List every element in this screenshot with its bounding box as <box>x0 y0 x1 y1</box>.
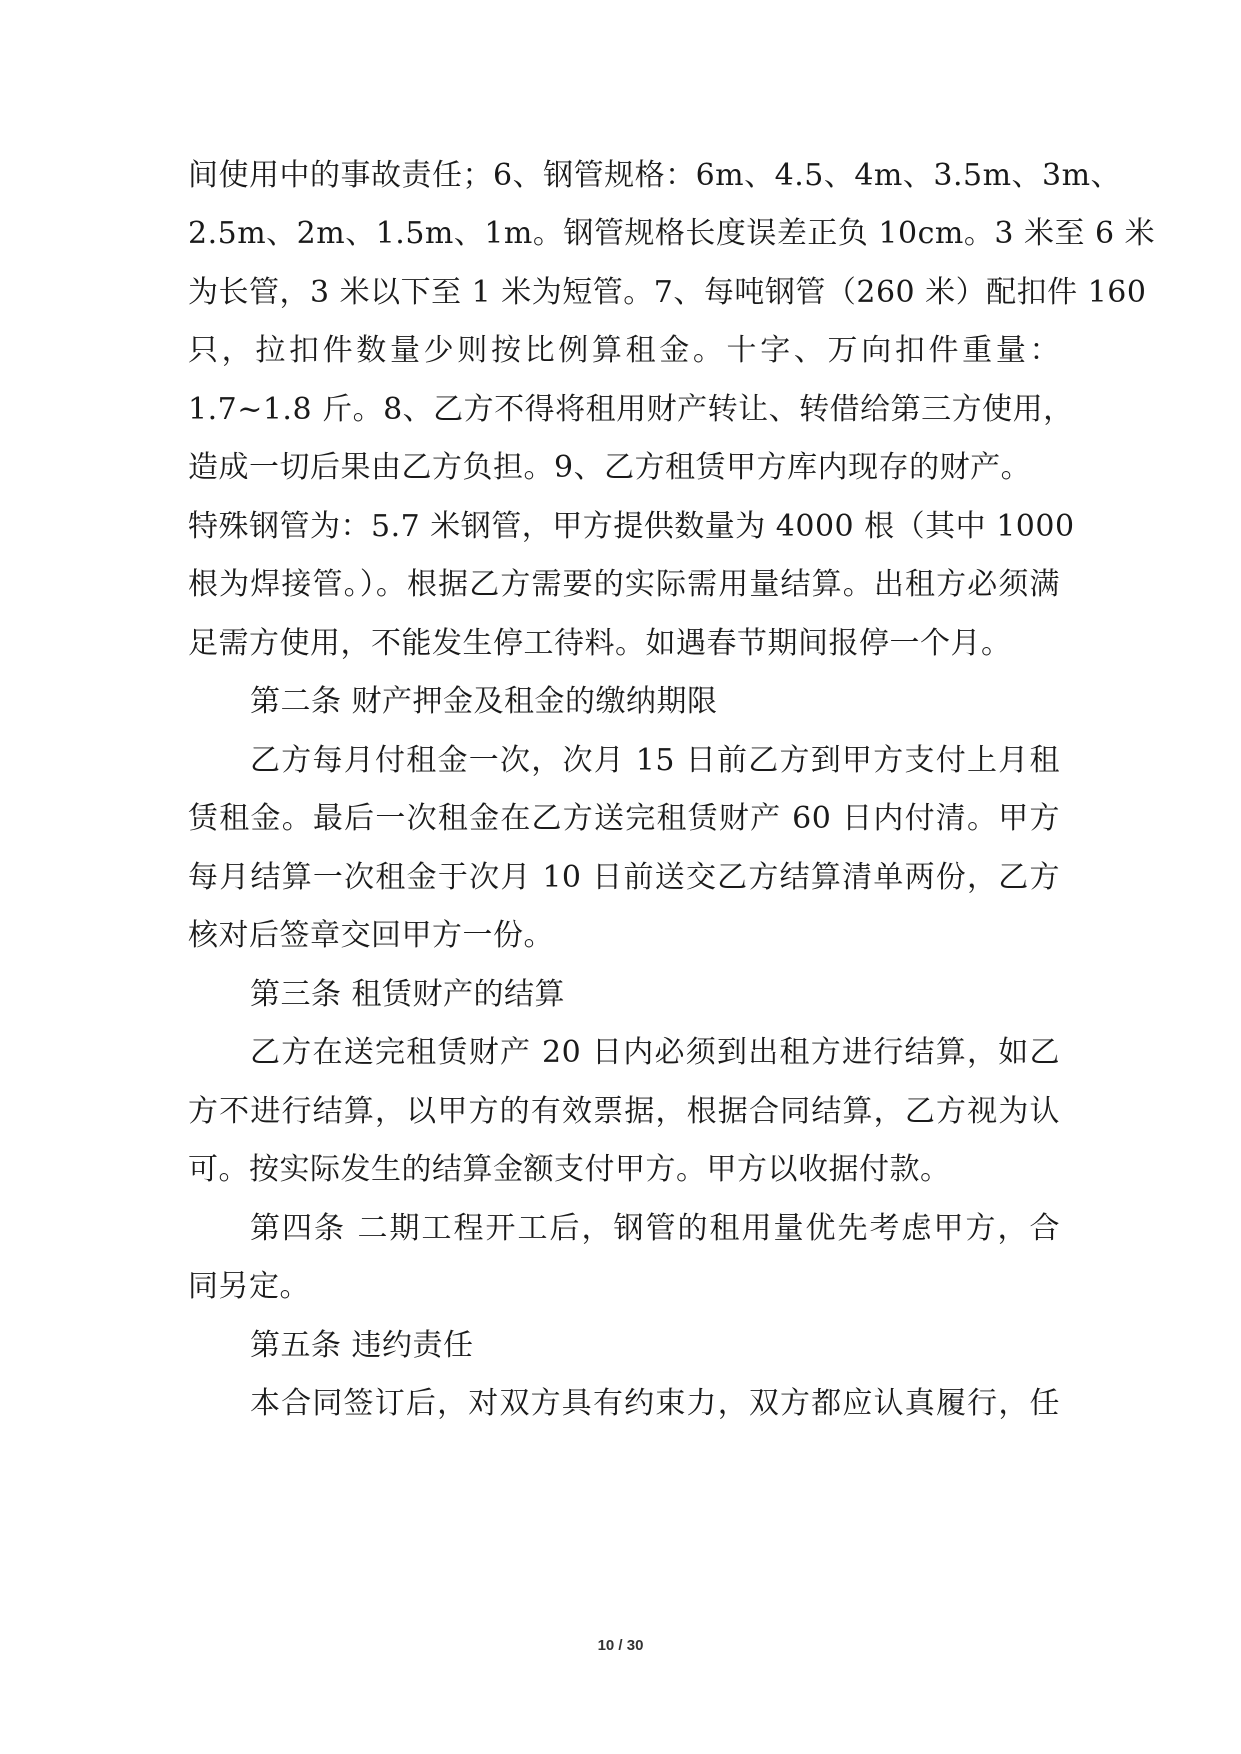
section-heading: 第四条 二期工程开工后，钢管的租用量优先考虑甲方，合 <box>250 1211 1060 1246</box>
text-line: 赁租金。最后一次租金在乙方送完租赁财产 60 日内付清。甲方 <box>188 801 1060 836</box>
section-heading: 第二条 财产押金及租金的缴纳期限 <box>250 684 718 719</box>
text-line: 为长管，3 米以下至 1 米为短管。7、每吨钢管（260 米）配扣件 160 <box>188 275 1147 310</box>
section-heading: 第五条 违约责任 <box>250 1328 474 1363</box>
page-number: 10 / 30 <box>597 1637 644 1654</box>
text-line: 1.7~1.8 斤。8、乙方不得将租用财产转让、转借给第三方使用， <box>188 392 1074 427</box>
text-line: 只，拉扣件数量少则按比例算租金。十字、万向扣件重量： <box>188 333 1060 368</box>
text-line: 方不进行结算，以甲方的有效票据，根据合同结算，乙方视为认 <box>188 1094 1060 1129</box>
text-line: 每月结算一次租金于次月 10 日前送交乙方结算清单两份，乙方 <box>188 860 1060 895</box>
text-line: 造成一切后果由乙方负担。9、乙方租赁甲方库内现存的财产。 <box>188 450 1032 485</box>
text-line: 核对后签章交回甲方一份。 <box>188 918 554 953</box>
text-line: 间使用中的事故责任；6、钢管规格：6m、4.5、4m、3.5m、3m、 <box>188 158 1122 193</box>
text-line: 特殊钢管为：5.7 米钢管，甲方提供数量为 4000 根（其中 1000 <box>188 509 1075 544</box>
text-line: 根为焊接管。）。根据乙方需要的实际需用量结算。出租方必须满 <box>188 567 1060 602</box>
text-line: 同另定。 <box>188 1269 310 1304</box>
text-line: 乙方在送完租赁财产 20 日内必须到出租方进行结算，如乙 <box>250 1035 1060 1070</box>
text-line: 2.5m、2m、1.5m、1m。钢管规格长度误差正负 10cm。3 米至 6 米 <box>188 216 1156 251</box>
text-line: 本合同签订后，对双方具有约束力，双方都应认真履行，任 <box>250 1386 1060 1421</box>
text-line: 乙方每月付租金一次，次月 15 日前乙方到甲方支付上月租 <box>250 743 1060 778</box>
text-line: 可。按实际发生的结算金额支付甲方。甲方以收据付款。 <box>188 1152 951 1187</box>
section-heading: 第三条 租赁财产的结算 <box>250 977 566 1012</box>
text-line: 足需方使用，不能发生停工待料。如遇春节期间报停一个月。 <box>188 626 1012 661</box>
